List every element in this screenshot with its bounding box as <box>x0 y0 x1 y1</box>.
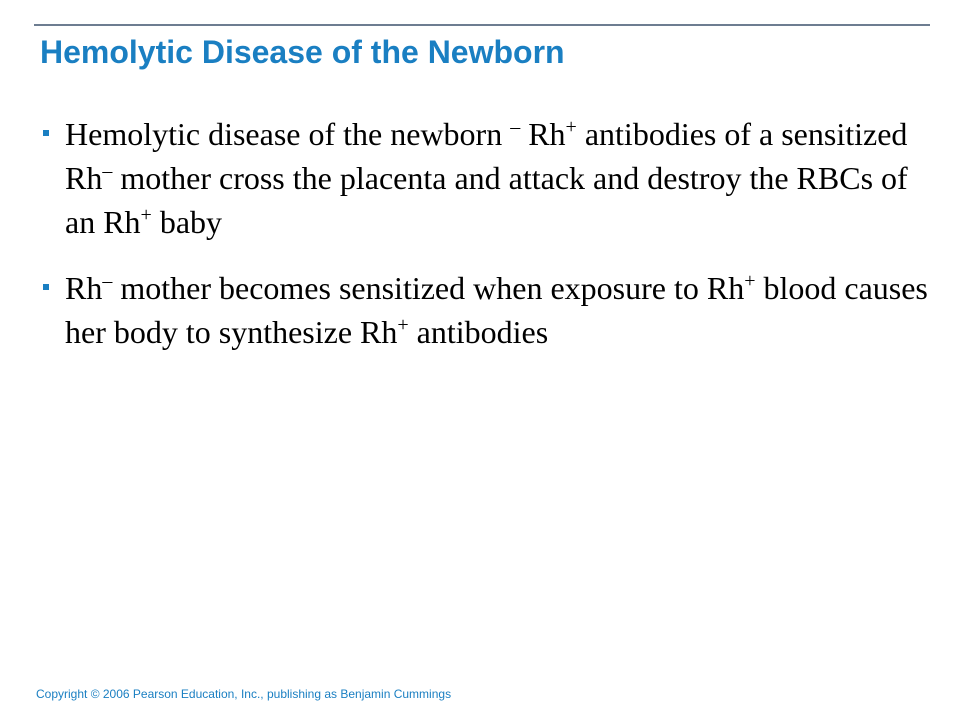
bullet-text <box>65 266 930 354</box>
text-run: mother becomes sensitized when exposure to Rh <box>112 270 745 306</box>
slide-title: Hemolytic Disease of the Newborn <box>40 34 565 70</box>
top-divider <box>34 24 930 26</box>
text-run: antibodies of a sensitized Rh <box>65 116 908 196</box>
text-run: Rh <box>65 270 103 306</box>
square-bullet-icon <box>43 130 49 136</box>
text-run: mother cross the placenta and attack and destroy the RBCs of an Rh <box>65 160 908 240</box>
superscript: + <box>565 116 577 138</box>
superscript: + <box>397 314 409 336</box>
bullet-item <box>40 266 930 354</box>
superscript: – <box>510 116 521 138</box>
text-run: antibodies <box>408 314 549 350</box>
superscript: + <box>140 204 152 226</box>
text-run: blood causes her body to synthesize Rh <box>65 270 928 350</box>
bullet-item <box>40 112 930 244</box>
superscript: – <box>102 160 113 182</box>
text-run: Rh <box>520 116 566 152</box>
superscript: + <box>744 270 756 292</box>
bullet-text <box>65 112 930 244</box>
bullet-list <box>40 112 930 354</box>
superscript: – <box>102 270 113 292</box>
square-bullet-icon <box>43 284 49 290</box>
copyright-footer: Copyright © 2006 Pearson Education, Inc., publishing as Benjamin Cummings <box>36 687 452 701</box>
text-run: baby <box>151 204 223 240</box>
text-run: Hemolytic disease of the newborn <box>65 116 511 152</box>
